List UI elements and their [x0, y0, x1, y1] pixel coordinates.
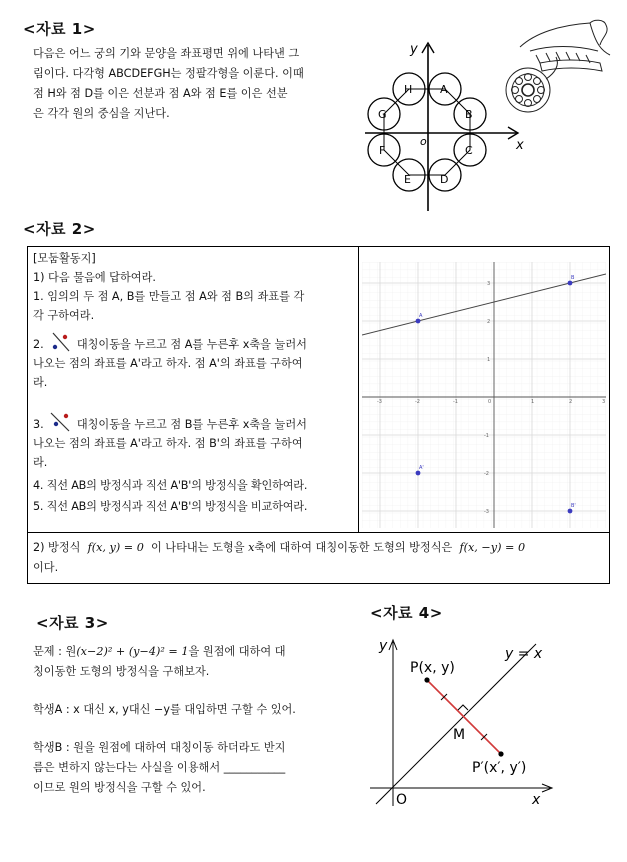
geogebra-graph[interactable]: [362, 262, 606, 528]
label-x: x: [532, 792, 541, 808]
label-line: y = x: [505, 646, 543, 662]
label-m: M: [453, 727, 466, 743]
reflect-tool-icon[interactable]: [47, 411, 73, 433]
right-angle-mark: [458, 705, 468, 710]
summary-text: 축에 대하여 대칭이동한 도형의 방정식은: [254, 541, 453, 554]
vertex-label-d: D: [440, 173, 449, 186]
label-y: y: [379, 638, 388, 654]
label-p-prime: P′(x′, y′): [472, 760, 527, 776]
q2-line: 라.: [33, 376, 48, 389]
q3-line: 대칭이동을 누르고 점 B를 누른후 x축을 눌러서: [76, 418, 307, 431]
activity-title: [모둠활동지]: [33, 252, 96, 265]
point-b-prime-label: B': [571, 503, 576, 509]
activity-q2: [33, 331, 355, 392]
y-tick: 3: [487, 281, 491, 287]
x-tick: -2: [415, 399, 420, 405]
activity-divider: [358, 246, 359, 532]
activity-instruction: 1) 다음 물음에 답하여라.: [33, 271, 156, 284]
q2-number: 2.: [33, 338, 44, 351]
point-p: [424, 677, 429, 682]
roof-eave-sketch: [520, 20, 610, 71]
reflect-tool-icon[interactable]: [47, 331, 73, 353]
summary-text: 2) 방정식: [33, 541, 81, 554]
y-tick: -2: [484, 471, 489, 477]
section1-heading: <자료 1>: [23, 20, 96, 38]
vertex-label-c: C: [465, 144, 473, 157]
x-tick: 3: [602, 399, 606, 405]
point-a[interactable]: [416, 319, 421, 324]
q3-line: 라.: [33, 456, 48, 469]
label-p: P(x, y): [410, 660, 455, 676]
q3-number: 3.: [33, 418, 44, 431]
x-tick: -1: [453, 399, 458, 405]
x-tick: 1: [531, 399, 535, 405]
q5-line: 5. 직선 AB의 방정식과 직선 A'B'의 방정식을 비교하여라.: [33, 500, 308, 513]
summary-end: 이다.: [33, 561, 59, 574]
vertex-label-b: B: [465, 108, 473, 121]
problem-text: 을 원점에 대하여 대: [188, 645, 286, 658]
activity-q1-line: 각 구하여라.: [33, 309, 95, 322]
y-tick: 2: [487, 319, 491, 325]
point-a-label: A: [419, 313, 423, 319]
activity-hline: [27, 532, 610, 533]
summary-var: x: [248, 541, 255, 554]
point-a-prime-label: A': [419, 465, 424, 471]
vertex-label-f: F: [379, 144, 386, 157]
problem-text: 문제 : 원: [33, 645, 77, 658]
activity-q3: [33, 411, 355, 472]
label-origin: O: [396, 792, 408, 808]
student-a-text: 학생A : x 대신 x, y대신 −y를 대입하면 구할 수 있어.: [33, 703, 296, 716]
y-tick: -3: [484, 509, 489, 515]
point-b-label: B: [571, 275, 575, 281]
vertex-label-a: A: [440, 83, 448, 96]
graph-background: [362, 262, 606, 528]
axis-y-label: y: [410, 42, 418, 57]
student-b-line: 이므로 원의 방정식을 구할 수 있어.: [33, 781, 206, 794]
q2-line: 대칭이동을 누르고 점 A를 누른후 x축을 눌러서: [76, 338, 307, 351]
section1-line: 다음은 어느 궁의 기와 문양을 좌표평면 위에 나타낸 그: [33, 47, 300, 60]
vertex-label-g: G: [378, 108, 387, 121]
problem-math: (x−2)² + (y−4)² = 1: [76, 645, 189, 658]
octagon: [384, 89, 470, 175]
section2-heading: <자료 2>: [23, 220, 96, 238]
student-b-line: 름은 변하지 않는다는 사실을 이용해서 ___________: [33, 761, 286, 774]
reflection-figure: [360, 628, 560, 818]
point-a-prime[interactable]: [416, 471, 421, 476]
origin-tick: 0: [488, 399, 492, 405]
point-b[interactable]: [568, 281, 573, 286]
origin-label: o: [420, 135, 427, 148]
vertex-label-h: H: [404, 83, 413, 96]
point-p-prime: [498, 751, 503, 756]
summary-math: f(x, −y) = 0: [459, 541, 526, 554]
activity-q45: [33, 475, 355, 517]
q4-line: 4. 직선 AB의 방정식과 직선 A'B'의 방정식을 확인하여라.: [33, 479, 308, 492]
vertex-label-e: E: [404, 173, 411, 186]
activity-summary: [33, 538, 607, 578]
summary-math: f(x, y) = 0: [87, 541, 144, 554]
section4-heading: <자료 4>: [370, 604, 443, 622]
axis-x-label: x: [516, 138, 524, 153]
line-y-equals-x: [376, 644, 536, 804]
section3-heading: <자료 3>: [36, 614, 109, 632]
x-tick: -3: [377, 399, 382, 405]
problem-line2: 칭이동한 도형의 방정식을 구해보자.: [33, 665, 210, 678]
point-b-prime[interactable]: [568, 509, 573, 514]
section1-line: 은 각각 원의 중심을 지난다.: [33, 107, 170, 120]
q3-line: 나오는 점의 좌표를 A'라고 하자. 점 B'의 좌표를 구하여: [33, 437, 303, 450]
section1-text: [33, 44, 353, 124]
activity-text: [33, 249, 355, 325]
x-tick: 2: [569, 399, 573, 405]
section1-line: 점 H와 점 D를 이은 선분과 점 A와 점 E를 이은 선분: [33, 87, 288, 100]
activity-q1-line: 1. 임의의 두 점 A, B를 만들고 점 A와 점 B의 좌표를 각: [33, 290, 305, 303]
y-tick: -1: [484, 433, 489, 439]
roof-tile-figure: [360, 15, 622, 220]
student-b-line: 학생B : 원을 원점에 대하여 대칭이동 하더라도 반지: [33, 741, 286, 754]
summary-text: 이 나타내는 도형을: [150, 541, 245, 554]
y-tick: 1: [487, 357, 491, 363]
section3-text: [33, 642, 333, 798]
rosette-sketch: [506, 57, 557, 112]
q2-line: 나오는 점의 좌표를 A'라고 하자. 점 A'의 좌표를 구하여: [33, 357, 303, 370]
section1-line: 림이다. 다각형 ABCDEFGH는 정팔각형을 이룬다. 이때: [33, 67, 304, 80]
